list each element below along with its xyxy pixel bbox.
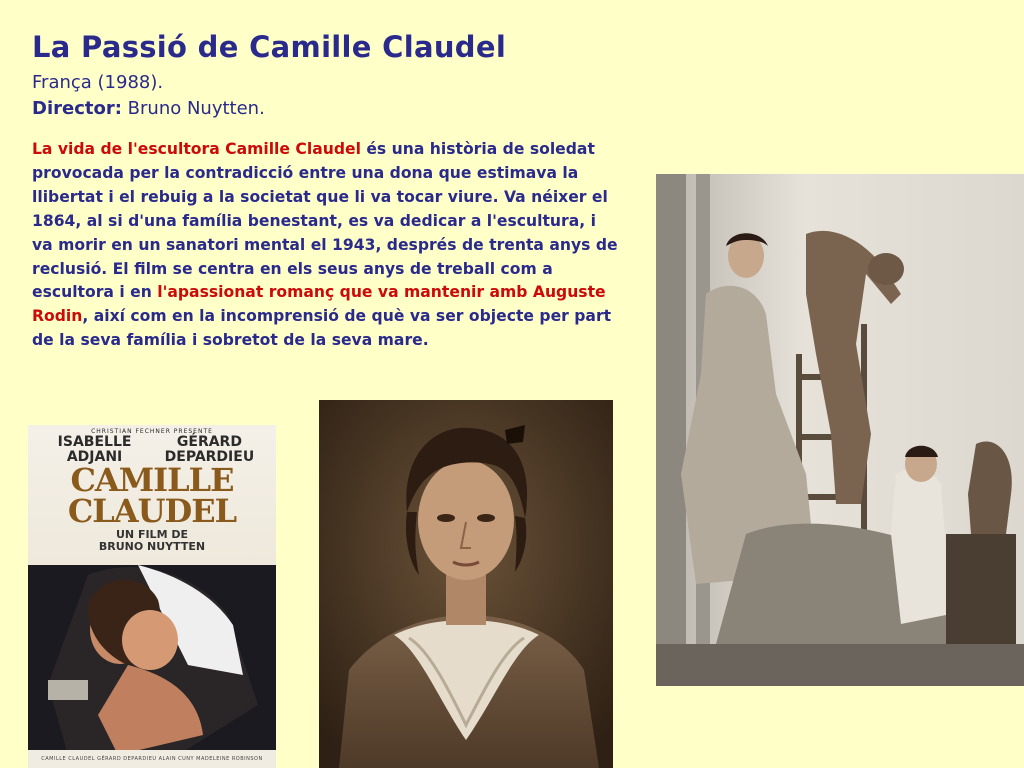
highlight-life: La vida de l'escultora Camille Claudel: [32, 140, 361, 158]
director-label: Director:: [32, 98, 122, 119]
poster-subtitle-line-1: UN FILM DE: [115, 528, 188, 541]
poster-actor-2-first: GÉRARD: [176, 434, 242, 450]
country-year: França (1988).: [32, 72, 164, 93]
portrait-illustration: [319, 400, 613, 768]
poster-title-line-1: CAMILLE: [70, 461, 234, 499]
poster-producer: CHRISTIAN FECHNER PRESENTE: [91, 428, 213, 435]
poster-title: [28, 461, 276, 530]
workshop-photo: [656, 174, 1024, 686]
synopsis-text-1: és una història de soledat provocada per la contradicció entre una dona que estimava la llibertat i el rebuig a la societat que li va tocar viure. Va néixer el 1864, al si d'una família benestant, es va dedicar a l'escultura, i va morir en un sanatori mental el 1943, després de trenta anys de reclusió. El film se centra en els seus anys de treball com a escultora i en: [32, 140, 618, 302]
movie-poster: [28, 425, 276, 768]
synopsis-text-2: , així com en la incomprensió de què va ser objecte per part de la seva família i sobretot de la seva mare.: [32, 307, 612, 350]
poster-title-line-2: CLAUDEL: [67, 492, 237, 530]
director-name: Bruno Nuytten.: [127, 98, 265, 119]
poster-subtitle-line-2: BRUNO NUYTTEN: [98, 540, 206, 553]
poster-actor-1-last: ADJANI: [66, 449, 123, 465]
poster-credits: CAMILLE CLAUDEL GÉRARD DEPARDIEU ALAIN CUNY MADELEINE ROBINSON: [41, 756, 263, 762]
poster-actor-1-first: ISABELLE: [57, 434, 132, 450]
poster-subtitle: [28, 529, 276, 553]
highlight-romance: l'apassionat romanç que va mantenir amb Auguste Rodin: [32, 283, 606, 326]
synopsis-paragraph: [32, 138, 622, 353]
portrait-photo: [319, 400, 613, 768]
page-title: La Passió de Camille Claudel: [32, 30, 507, 64]
workshop-illustration: [656, 174, 1024, 686]
poster-actor-2-last: DEPARDIEU: [164, 449, 255, 465]
director-line: [32, 98, 265, 119]
